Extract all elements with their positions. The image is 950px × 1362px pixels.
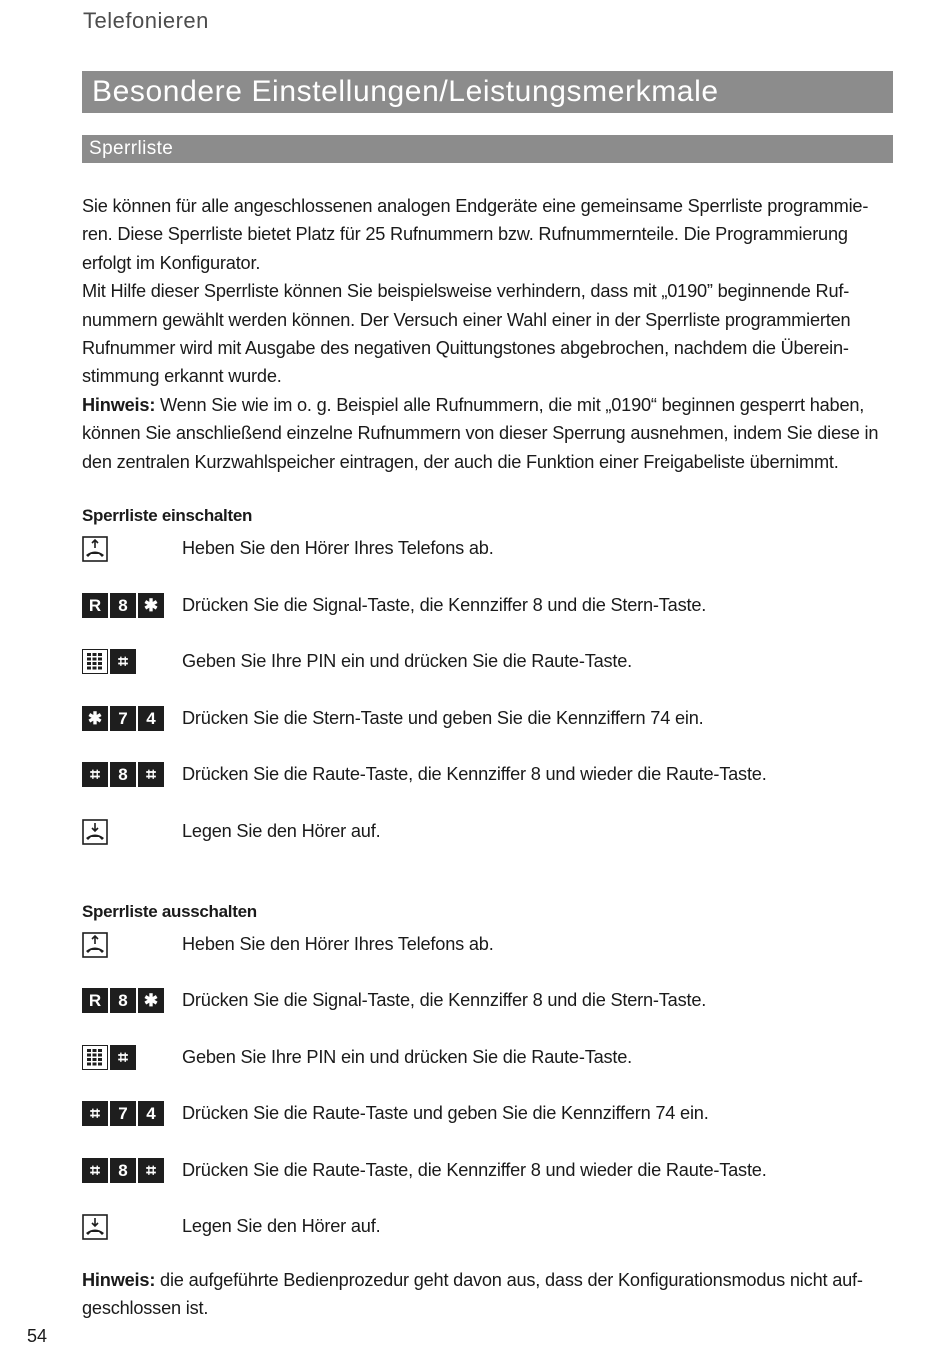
hinweis-label: Hinweis:	[82, 394, 156, 415]
section-subtitle: Sperrliste	[82, 135, 893, 163]
digit-key: 8	[110, 762, 136, 787]
running-head: Telefonieren	[83, 8, 209, 33]
step-1-2	[82, 593, 894, 623]
digit-key: 4	[138, 1101, 164, 1126]
step-1-5	[82, 762, 894, 792]
page-title: Besondere Einstellungen/Leistungsmerkmale	[82, 71, 893, 113]
hash-key: ⌗	[138, 1158, 164, 1183]
handset-off-hook-icon	[82, 536, 110, 562]
digit-key: 8	[110, 1158, 136, 1183]
section-heading-einschalten: Sperrliste einschalten	[82, 506, 253, 525]
handset-on-hook-icon	[82, 1214, 110, 1240]
step-2-4	[82, 1101, 894, 1131]
step-text: Drücken Sie die Stern-Taste und geben Sie die Kennziffern 74 ein.	[182, 708, 704, 728]
intro-paragraph-2: Mit Hilfe dieser Sperrliste können Sie beispielsweise verhindern, dass mit „0190” beginnende Ruf-nummern gewählt werden können. Der Versuch einer Wahl einer in der Sperrliste programmierten Rufnummer wird mit Ausgabe des negativen Quittungstones abgebrochen, nachdem die Überein-stimmung erkannt wurde.	[82, 281, 851, 387]
step-text: Legen Sie den Hörer auf.	[182, 821, 381, 841]
step-2-5	[82, 1158, 894, 1188]
digit-key: 7	[110, 1101, 136, 1126]
step-1-3	[82, 649, 894, 679]
hinweis-text: Wenn Sie wie im o. g. Beispiel alle Rufnummern, die mit „0190“ beginnen gesperrt haben, können Sie anschließend einzelne Rufnummern von dieser Sperrung ausnehmen, indem Sie diese in den zentralen Kurzwahlspeicher eintragen, der auch die Funktion einer Freigabeliste übernimmt.	[82, 394, 879, 472]
key-sequence	[82, 1158, 164, 1183]
step-text: Heben Sie den Hörer Ihres Telefons ab.	[182, 538, 494, 558]
star-key: ✱	[82, 706, 108, 731]
intro-paragraph-1: Sie können für alle angeschlossenen analogen Endgeräte eine gemeinsame Sperrliste programmie-ren. Diese Sperrliste bietet Platz für 25 Rufnummern bzw. Rufnummernteile. Die Programmierung erfolgt im Konfigurator.	[82, 196, 869, 273]
key-sequence	[82, 762, 164, 787]
intro-hinweis	[82, 391, 894, 476]
signal-key: R	[82, 593, 108, 618]
handset-off-hook-icon	[82, 932, 110, 958]
step-1-4	[82, 706, 894, 736]
step-text: Geben Sie Ihre PIN ein und drücken Sie die Raute-Taste.	[182, 651, 633, 671]
key-sequence	[82, 988, 164, 1013]
keypad-icon	[82, 1045, 108, 1070]
digit-key: 8	[110, 593, 136, 618]
signal-key: R	[82, 988, 108, 1013]
step-text: Drücken Sie die Raute-Taste, die Kennziffer 8 und wieder die Raute-Taste.	[182, 1160, 767, 1180]
step-1-1	[82, 536, 894, 566]
step-text: Legen Sie den Hörer auf.	[182, 1216, 381, 1236]
hash-key: ⌗	[110, 649, 136, 674]
keypad-icon	[82, 649, 108, 674]
page-number: 54	[27, 1326, 48, 1346]
star-key: ✱	[138, 988, 164, 1013]
step-text: Drücken Sie die Raute-Taste und geben Sie die Kennziffern 74 ein.	[182, 1103, 709, 1123]
hash-key: ⌗	[110, 1045, 136, 1070]
step-2-1	[82, 932, 894, 962]
star-key: ✱	[138, 593, 164, 618]
step-text: Geben Sie Ihre PIN ein und drücken Sie die Raute-Taste.	[182, 1047, 633, 1067]
digit-key: 4	[138, 706, 164, 731]
hinweis-text: die aufgeführte Bedienprozedur geht davon aus, dass der Konfigurationsmodus nicht auf-geschlossen ist.	[82, 1270, 863, 1319]
key-sequence	[82, 706, 164, 731]
step-text: Drücken Sie die Signal-Taste, die Kennziffer 8 und die Stern-Taste.	[182, 990, 707, 1010]
step-text: Drücken Sie die Raute-Taste, die Kennziffer 8 und wieder die Raute-Taste.	[182, 764, 767, 784]
footer-hinweis	[82, 1266, 894, 1323]
step-1-6	[82, 819, 894, 849]
key-sequence	[82, 1101, 164, 1126]
section-heading-ausschalten: Sperrliste ausschalten	[82, 902, 257, 921]
hash-key: ⌗	[82, 1101, 108, 1126]
step-text: Heben Sie den Hörer Ihres Telefons ab.	[182, 934, 494, 954]
step-text: Drücken Sie die Signal-Taste, die Kennziffer 8 und die Stern-Taste.	[182, 595, 707, 615]
hash-key: ⌗	[82, 1158, 108, 1183]
hinweis-label: Hinweis:	[82, 1270, 156, 1290]
hash-key: ⌗	[138, 762, 164, 787]
handset-on-hook-icon	[82, 819, 110, 845]
key-sequence	[82, 649, 136, 674]
hash-key: ⌗	[82, 762, 108, 787]
digit-key: 8	[110, 988, 136, 1013]
key-sequence	[82, 1045, 136, 1070]
step-2-2	[82, 988, 894, 1018]
step-2-6	[82, 1214, 894, 1244]
digit-key: 7	[110, 706, 136, 731]
intro-text	[82, 192, 894, 476]
step-2-3	[82, 1045, 894, 1075]
key-sequence	[82, 593, 164, 618]
